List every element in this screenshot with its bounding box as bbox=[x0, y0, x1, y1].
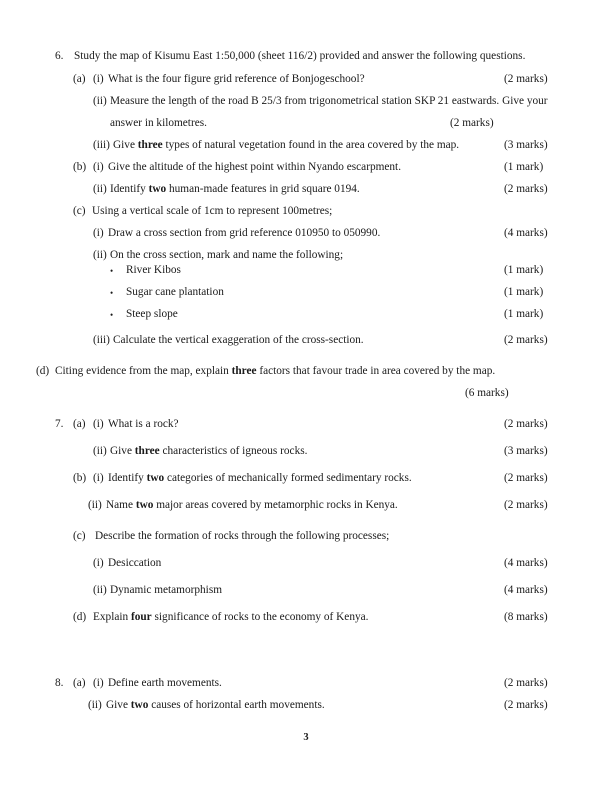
question-8a-i-text: Define earth movements. bbox=[108, 677, 222, 689]
question-7a-ii-text-before: Give bbox=[110, 445, 135, 457]
bullet-icon: • bbox=[110, 266, 114, 276]
question-6b-ii-text bbox=[110, 183, 360, 196]
bullet-item-steep-slope: Steep slope bbox=[126, 308, 178, 320]
sub-label-6c-iii: (iii) bbox=[93, 334, 110, 346]
marks-bullet-steep-slope: (1 mark) bbox=[504, 308, 544, 320]
question-6c-text: Using a vertical scale of 1cm to represent 100metres; bbox=[92, 205, 333, 217]
marks-6a-ii: (2 marks) bbox=[450, 117, 494, 129]
sub-label-6a-iii: (iii) bbox=[93, 139, 110, 151]
question-number-8: 8. bbox=[55, 677, 64, 689]
question-7d-emphasis: four bbox=[130, 611, 152, 623]
marks-6b-i: (1 mark) bbox=[504, 161, 544, 173]
marks-6c-iii: (2 marks) bbox=[504, 334, 548, 346]
marks-7b-ii: (2 marks) bbox=[504, 499, 548, 511]
sub-label-7a-i: (i) bbox=[93, 418, 104, 430]
question-6b-ii-text-after: human-made features in grid square 0194. bbox=[166, 183, 360, 195]
marks-6a-i: (2 marks) bbox=[504, 73, 548, 85]
marks-6b-ii: (2 marks) bbox=[504, 183, 548, 195]
question-6a-ii-text: Measure the length of the road B 25/3 from trigonometrical station SKP 21 eastwards. Give your bbox=[110, 95, 548, 107]
question-6d-text-after: factors that favour trade in area covered by the map. bbox=[256, 365, 496, 377]
question-8a-ii-emphasis: two bbox=[130, 699, 149, 711]
question-7a-ii-text-after: characteristics of igneous rocks. bbox=[159, 445, 308, 457]
question-7c-i-text: Desiccation bbox=[108, 557, 162, 569]
question-6c-ii-text: On the cross section, mark and name the following; bbox=[110, 249, 344, 261]
question-7b-i-text bbox=[108, 472, 412, 485]
question-7a-ii-text bbox=[110, 445, 307, 458]
question-7a-i-text: What is a rock? bbox=[108, 418, 179, 430]
question-6-stem: Study the map of Kisumu East 1:50,000 (sheet 116/2) provided and answer the following questions. bbox=[74, 50, 526, 62]
bullet-icon: • bbox=[110, 288, 114, 298]
marks-7b-i: (2 marks) bbox=[504, 472, 548, 484]
question-6a-iii-emphasis: three bbox=[137, 139, 163, 151]
sub-label-7a-ii: (ii) bbox=[93, 445, 107, 457]
sub-label-6c-ii: (ii) bbox=[93, 249, 107, 261]
marks-bullet-river-kibos: (1 mark) bbox=[504, 264, 544, 276]
page-number: 3 bbox=[303, 732, 309, 743]
sub-label-6b-i: (i) bbox=[93, 161, 104, 173]
sub-label-6a-ii: (ii) bbox=[93, 95, 107, 107]
sub-label-8a-ii: (ii) bbox=[88, 699, 102, 711]
question-7b-i-emphasis: two bbox=[146, 472, 165, 484]
sub-label-7b-ii: (ii) bbox=[88, 499, 102, 511]
question-6a-i-text: What is the four figure grid reference of Bonjogeschool? bbox=[108, 73, 365, 85]
question-number-7: 7. bbox=[55, 418, 64, 430]
sub-label-6b-ii: (ii) bbox=[93, 183, 107, 195]
marks-bullet-sugar-cane-plantation: (1 mark) bbox=[504, 286, 544, 298]
question-6b-ii-emphasis: two bbox=[148, 183, 167, 195]
question-6d-emphasis: three bbox=[231, 365, 257, 377]
sub-label-7b-i: (i) bbox=[93, 472, 104, 484]
question-number-6: 6. bbox=[55, 50, 64, 62]
question-6a-ii-text-wrap: answer in kilometres. bbox=[110, 117, 207, 129]
question-7c-text: Describe the formation of rocks through the following processes; bbox=[95, 530, 390, 542]
part-label-7a: (a) bbox=[73, 418, 86, 430]
sub-label-6a-i: (i) bbox=[93, 73, 104, 85]
question-6a-iii-text-after: types of natural vegetation found in the area covered by the map. bbox=[162, 139, 460, 151]
question-7b-ii-emphasis: two bbox=[135, 499, 154, 511]
bullet-icon: • bbox=[110, 310, 114, 320]
part-label-6b: (b) bbox=[73, 161, 87, 173]
part-label-6d: (d) bbox=[36, 365, 50, 377]
sub-label-8a-i: (i) bbox=[93, 677, 104, 689]
part-label-7d: (d) bbox=[73, 611, 87, 623]
part-label-7c: (c) bbox=[73, 530, 86, 542]
question-7b-ii-text-after: major areas covered by metamorphic rocks in Kenya. bbox=[153, 499, 398, 511]
question-7b-ii-text bbox=[106, 499, 398, 512]
marks-7a-ii: (3 marks) bbox=[504, 445, 548, 457]
question-7b-ii-text-before: Name bbox=[106, 499, 136, 511]
question-8a-ii-text bbox=[106, 699, 325, 712]
part-label-6a: (a) bbox=[73, 73, 86, 85]
question-7d-text-before: Explain bbox=[93, 611, 131, 623]
question-6c-iii-text: Calculate the vertical exaggeration of the cross-section. bbox=[113, 334, 364, 346]
sub-label-7c-ii: (ii) bbox=[93, 584, 107, 596]
question-6b-i-text: Give the altitude of the highest point within Nyando escarpment. bbox=[108, 161, 402, 173]
marks-8a-i: (2 marks) bbox=[504, 677, 548, 689]
question-8a-ii-text-before: Give bbox=[106, 699, 131, 711]
question-7a-ii-emphasis: three bbox=[134, 445, 160, 457]
marks-6d: (6 marks) bbox=[465, 387, 509, 399]
part-label-7b: (b) bbox=[73, 472, 87, 484]
marks-6c-i: (4 marks) bbox=[504, 227, 548, 239]
question-6a-iii-text-before: Give bbox=[113, 139, 138, 151]
question-7b-i-text-after: categories of mechanically formed sedimentary rocks. bbox=[164, 472, 412, 484]
marks-7c-i: (4 marks) bbox=[504, 557, 548, 569]
question-7c-ii-text: Dynamic metamorphism bbox=[110, 584, 223, 596]
sub-label-7c-i: (i) bbox=[93, 557, 104, 569]
marks-6a-iii: (3 marks) bbox=[504, 139, 548, 151]
question-7b-i-text-before: Identify bbox=[108, 472, 147, 484]
marks-7c-ii: (4 marks) bbox=[504, 584, 548, 596]
part-label-8a: (a) bbox=[73, 677, 86, 689]
question-6d-text-before: Citing evidence from the map, explain bbox=[55, 365, 232, 377]
part-label-6c: (c) bbox=[73, 205, 86, 217]
question-6c-i-text: Draw a cross section from grid reference 010950 to 050990. bbox=[108, 227, 381, 239]
marks-8a-ii: (2 marks) bbox=[504, 699, 548, 711]
question-8a-ii-text-after: causes of horizontal earth movements. bbox=[148, 699, 325, 711]
question-6b-ii-text-before: Identify bbox=[110, 183, 149, 195]
question-6a-iii-text bbox=[113, 139, 459, 152]
marks-7d: (8 marks) bbox=[504, 611, 548, 623]
question-7d-text-after: significance of rocks to the economy of Kenya. bbox=[151, 611, 369, 623]
sub-label-6c-i: (i) bbox=[93, 227, 104, 239]
question-6d-text bbox=[55, 365, 495, 378]
bullet-item-sugar-cane-plantation: Sugar cane plantation bbox=[126, 286, 224, 298]
bullet-item-river-kibos: River Kibos bbox=[126, 264, 181, 276]
question-7d-text bbox=[93, 611, 368, 624]
marks-7a-i: (2 marks) bbox=[504, 418, 548, 430]
